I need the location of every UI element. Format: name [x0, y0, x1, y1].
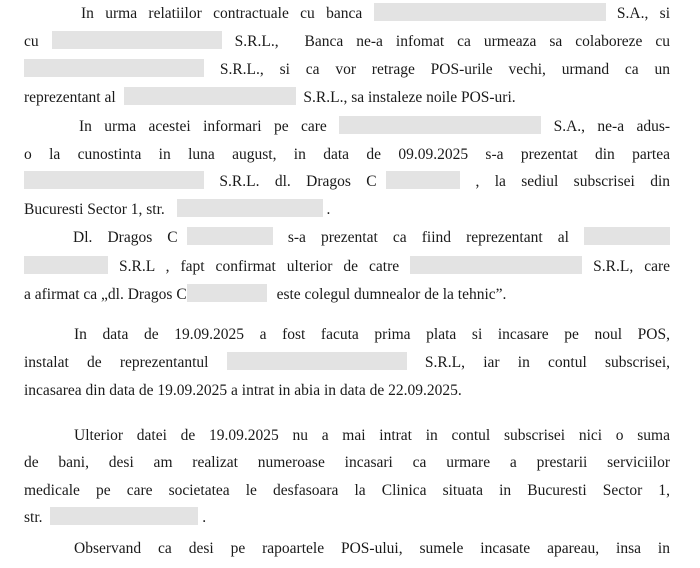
text-segment: Bucuresti Sector 1, str.	[24, 201, 165, 218]
redacted-block	[24, 256, 108, 274]
text-segment: Ulterior datei de 19.09.2025 nu a mai intrat in contul subscrisei nici o suma	[74, 427, 670, 444]
text-line	[24, 452, 670, 474]
text-segment: o la cunostinta in luna august, in data de 09.09.2025 s-a prezentat din partea	[24, 146, 670, 163]
text-segment: instalat de reprezentantul	[24, 354, 209, 371]
text-segment: S.R.L , fapt confirmat ulterior de catre	[119, 258, 400, 275]
text-segment: S.R.L, care	[593, 258, 671, 275]
redacted-block	[24, 59, 204, 77]
text-segment: S.R.L. dl. Dragos C	[219, 173, 377, 190]
text-line	[24, 507, 670, 529]
text-line	[24, 480, 670, 502]
redacted-block	[124, 87, 296, 105]
redacted-block	[52, 31, 222, 49]
redacted-block	[187, 227, 273, 245]
redacted-block	[227, 352, 407, 370]
text-segment: S.R.L, iar in contul subscrisei,	[424, 354, 670, 371]
text-segment: In data de 19.09.2025 a fost facuta prima plata si incasare pe noul POS,	[74, 326, 670, 343]
text-segment: a afirmat ca „dl. Dragos C	[24, 286, 187, 303]
text-segment: medicale pe care societatea le desfasoara la Clinica situata in Bucuresti Sector 1,	[24, 482, 670, 499]
text-segment: incasarea din data de 19.09.2025 a intrat in abia in data de 22.09.2025.	[24, 382, 462, 399]
redacted-block	[50, 507, 198, 525]
redacted-block	[386, 171, 460, 189]
text-line	[24, 31, 670, 53]
text-segment: , la sediul subscrisei din	[475, 173, 671, 190]
text-segment: S.R.L., sa instaleze noile POS-uri.	[303, 89, 516, 106]
redacted-block	[24, 171, 204, 189]
text-segment: reprezentant al	[24, 89, 116, 106]
redacted-block	[374, 3, 606, 21]
text-line	[24, 324, 670, 346]
text-line	[24, 87, 670, 109]
text-line	[24, 3, 670, 25]
text-line	[24, 171, 670, 193]
text-line	[24, 256, 670, 278]
text-line	[24, 227, 670, 249]
redacted-block	[339, 116, 541, 134]
text-segment: In urma relatiilor contractuale cu banca	[81, 5, 363, 22]
text-line	[24, 352, 670, 374]
text-segment: s-a prezentat ca fiind reprezentant al	[287, 229, 569, 246]
text-line	[24, 199, 670, 221]
redacted-block	[187, 284, 267, 302]
text-segment: str.	[24, 509, 43, 526]
text-segment: cu	[24, 33, 39, 50]
text-segment: .	[202, 509, 207, 526]
redacted-block	[584, 227, 670, 245]
text-segment: Observand ca desi pe rapoartele POS-ului, sumele incasate apareau, insa in	[74, 540, 670, 557]
text-line	[24, 144, 670, 166]
text-segment: Dl. Dragos C	[73, 229, 178, 246]
text-segment: S.R.L., si ca vor retrage POS-urile vechi, urmand ca un	[219, 61, 670, 78]
text-segment: S.A., si	[616, 5, 671, 22]
text-segment: este colegul dumnealor de la tehnic”.	[276, 286, 507, 303]
redacted-block	[410, 256, 582, 274]
redacted-block	[177, 199, 323, 217]
text-line	[24, 380, 670, 402]
text-segment: de bani, desi am realizat numeroase incasari ca urmare a prestarii serviciilor	[24, 454, 670, 471]
text-segment: .	[326, 201, 331, 218]
text-line	[24, 284, 670, 306]
text-line	[24, 538, 670, 560]
text-segment: S.A., ne-a adus-	[553, 118, 671, 135]
text-line	[24, 425, 670, 447]
text-segment: In urma acestei informari pe care	[79, 118, 327, 135]
text-line	[24, 116, 670, 138]
text-line	[24, 59, 670, 81]
text-segment: S.R.L., Banca ne-a infomat ca urmeaza sa colaboreze cu	[234, 33, 671, 50]
